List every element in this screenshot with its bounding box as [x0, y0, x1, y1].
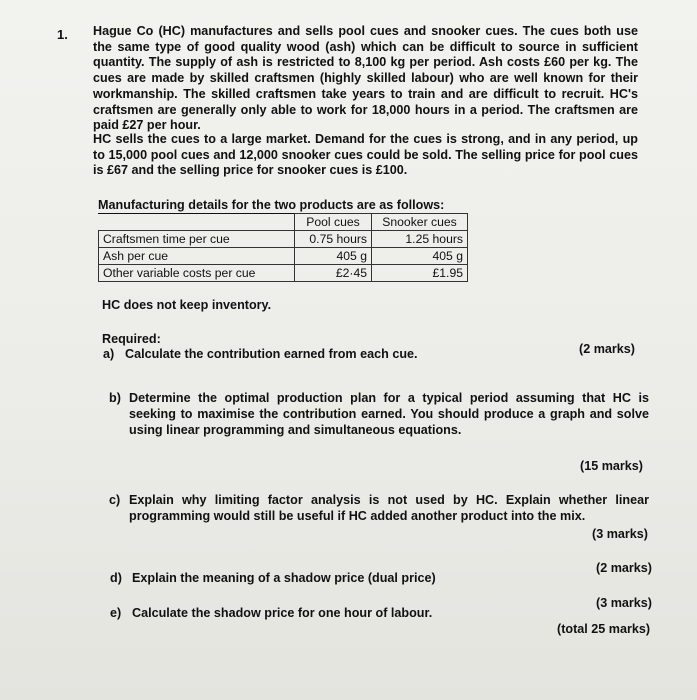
table-header-snooker: Snooker cues [372, 214, 468, 231]
part-e-label: e) [110, 606, 122, 620]
part-c-marks: (3 marks) [592, 527, 649, 541]
part-b-text: Determine the optimal production plan for a typical period assuming that HC is seeking to maximise the contribution earned. You should produce a graph and solve using linear programming and simultaneous equations. [129, 391, 649, 437]
market-paragraph: HC sells the cues to a large market. Demand for the cues is strong, and in any period, up to 15,000 pool cues and 12,000 snooker cues could be sold. The selling price for pool cues is £67 and the selling price for snooker cues is £100. [93, 132, 638, 178]
total-marks: (total 25 marks) [557, 622, 651, 636]
table-header-pool: Pool cues [295, 214, 372, 231]
part-a-marks: (2 marks) [579, 342, 636, 356]
question-number: 1. [57, 27, 68, 42]
snooker-value: 1.25 hours [372, 231, 468, 248]
inventory-note: HC does not keep inventory. [102, 298, 272, 312]
table-caption: Manufacturing details for the two products are as follows: [98, 198, 445, 212]
part-c-text: Explain why limiting factor analysis is not used by HC. Explain whether linear programming would still be useful if HC added another product into the mix. [129, 493, 649, 523]
table-header-row [99, 214, 468, 231]
row-label: Craftsmen time per cue [99, 231, 295, 248]
part-b-label: b) [109, 391, 121, 405]
required-heading: Required: [102, 332, 161, 346]
part-b-marks: (15 marks) [580, 459, 644, 473]
snooker-value: 405 g [372, 248, 468, 265]
part-a-text: Calculate the contribution earned from each cue. [125, 347, 418, 361]
part-d-text: Explain the meaning of a shadow price (dual price) [132, 571, 436, 585]
table-row [99, 265, 468, 282]
pool-value: 405 g [295, 248, 372, 265]
part-e-marks: (3 marks) [596, 596, 653, 610]
part-b [109, 390, 649, 438]
snooker-value: £1.95 [372, 265, 468, 282]
part-e-text: Calculate the shadow price for one hour of labour. [132, 606, 433, 620]
part-c-label: c) [109, 493, 121, 507]
part-e [110, 606, 432, 621]
pool-value: £2·45 [295, 265, 372, 282]
part-d [110, 571, 436, 586]
row-label: Other variable costs per cue [99, 265, 295, 282]
part-d-marks: (2 marks) [596, 561, 653, 575]
part-a-label: a) [103, 347, 115, 361]
table-row [99, 248, 468, 265]
part-a [103, 347, 418, 362]
pool-value: 0.75 hours [295, 231, 372, 248]
table-header-blank [99, 214, 295, 231]
row-label: Ash per cue [99, 248, 295, 265]
table-row [99, 231, 468, 248]
part-d-label: d) [110, 571, 122, 585]
part-c [109, 492, 649, 524]
intro-paragraph: Hague Co (HC) manufactures and sells pool cues and snooker cues. The cues both use the same type of good quality wood (ash) which can be difficult to source in sufficient quantity. The supply of ash is restricted to 8,100 kg per period. Ash costs £60 per kg. The cues are made by skilled craftsmen (highly skilled labour) who are well known for their workmanship. The skilled craftsmen take years to train and are difficult to recruit. HC's craftsmen are generally only able to work for 18,000 hours in a period. The craftsmen are paid £27 per hour. [93, 24, 638, 133]
manufacturing-details-table [98, 213, 468, 282]
